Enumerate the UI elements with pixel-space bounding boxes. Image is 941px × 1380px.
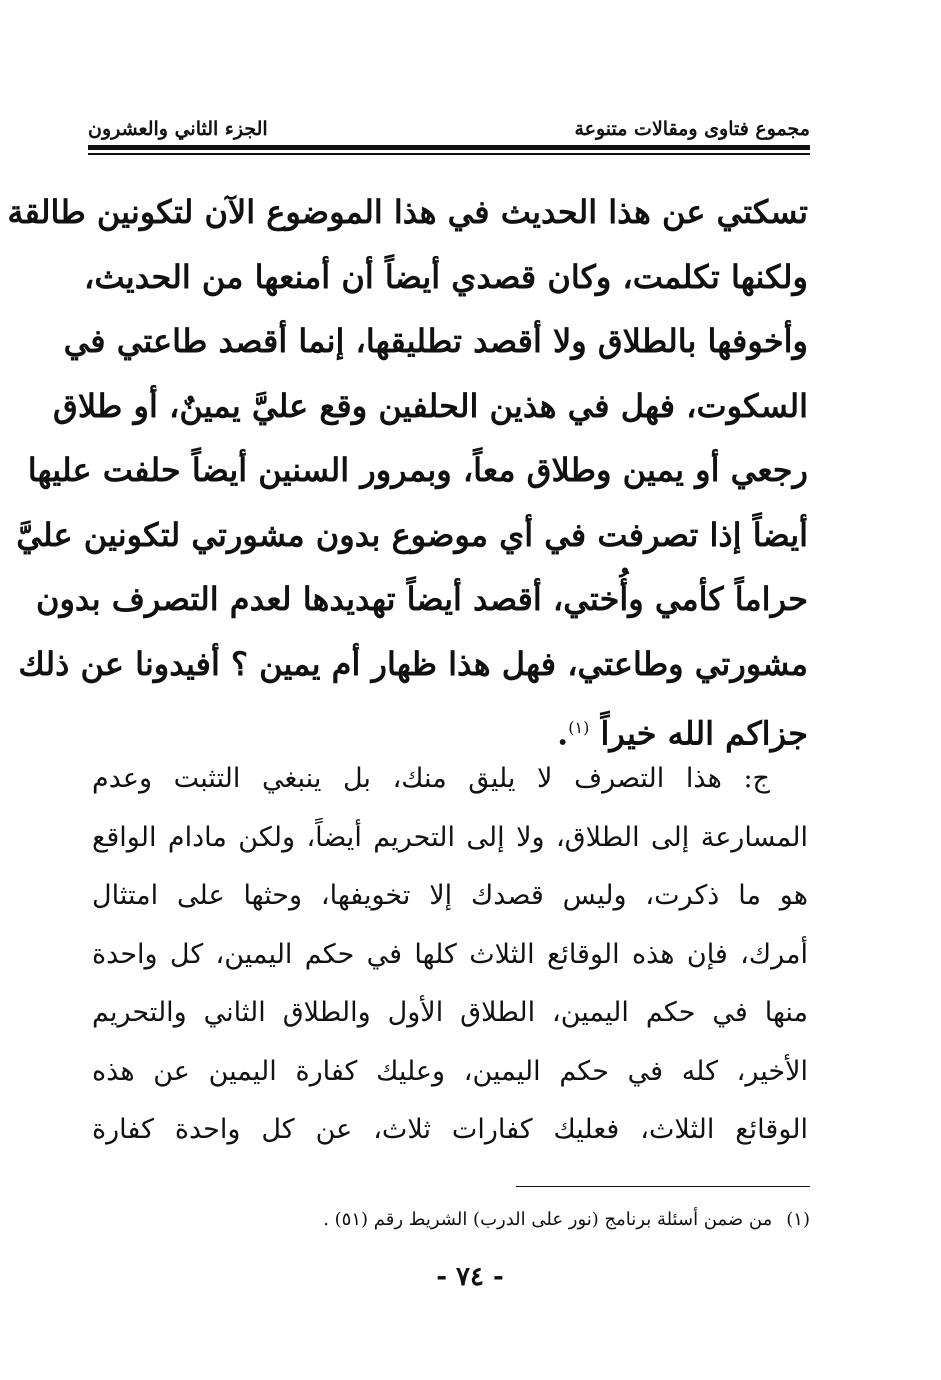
answer-line: المسارعة إلى الطلاق، ولا إلى التحريم أيضاً، ولكن مادام الواقع <box>92 821 808 853</box>
question-text <box>7 180 808 761</box>
page-number: - ٧٤ - <box>436 1262 504 1292</box>
question-line: تسكتي عن هذا الحديث في هذا الموضوع الآن لتكونين طالقة <box>7 193 808 231</box>
question-line: حراماً كأمي وأُختي، أقصد أيضاً تهديدها لعدم التصرف بدون <box>35 580 808 618</box>
header-rule-thin <box>88 153 810 155</box>
answer-line: الأخير، كله في حكم اليمين، وعليك كفارة اليمين عن هذه <box>92 1055 808 1087</box>
footnote-marker: (١) <box>786 1209 810 1230</box>
answer-text <box>92 750 808 1160</box>
header-rule-thick <box>88 145 810 150</box>
answer-line: منها في حكم اليمين، الطلاق الأول والطلاق الثاني والتحريم <box>92 997 808 1028</box>
footnote-text: من ضمن أسئلة برنامج (نور على الدرب) الشريط رقم (٥١) . <box>323 1209 773 1230</box>
answer-line: الوقائع الثلاث، فعليك كفارات ثلاث، عن كل واحدة كفارة <box>92 1114 808 1145</box>
question-line: ولكنها تكلمت، وكان قصدي أيضاً أن أمنعها من الحديث، <box>84 257 808 296</box>
answer-line: هو ما ذكرت، وليس قصدك إلا تخويفها، وحثها على امتثال <box>92 880 808 911</box>
footnote-separator <box>516 1186 810 1187</box>
question-last-text: جزاكم الله خيراً <box>600 714 808 753</box>
footnote <box>150 1205 810 1235</box>
answer-line: ج: هذا التصرف لا يليق منك، بل ينبغي التثبت وعدم <box>92 763 770 794</box>
volume-label: الجزء الثاني والعشرون <box>88 118 268 140</box>
question-end-mark: . <box>557 714 569 753</box>
question-line: وأخوفها بالطلاق ولا أقصد تطليقها، إنما أقصد طاعتي في <box>63 322 808 360</box>
footnote-reference[interactable]: (١) <box>568 718 590 737</box>
book-title: مجموع فتاوى ومقالات متنوعة <box>574 118 810 140</box>
question-line: مشورتي وطاعتي، فهل هذا ظهار أم يمين ؟ أفيدونا عن ذلك <box>18 644 808 683</box>
question-line: أيضاً إذا تصرفت في أي موضوع بدون مشورتي لتكونين عليَّ <box>16 515 808 554</box>
running-header <box>88 110 810 140</box>
answer-line: أمرك، فإن هذه الوقائع الثلاث كلها في حكم اليمين، كل واحدة <box>92 938 808 970</box>
question-line: السكوت، فهل في هذين الحلفين وقع عليَّ يمينٌ، أو طلاق <box>52 386 808 425</box>
question-line: رجعي أو يمين وطلاق معاً، وبمرور السنين أيضاً حلفت عليها <box>27 451 808 489</box>
